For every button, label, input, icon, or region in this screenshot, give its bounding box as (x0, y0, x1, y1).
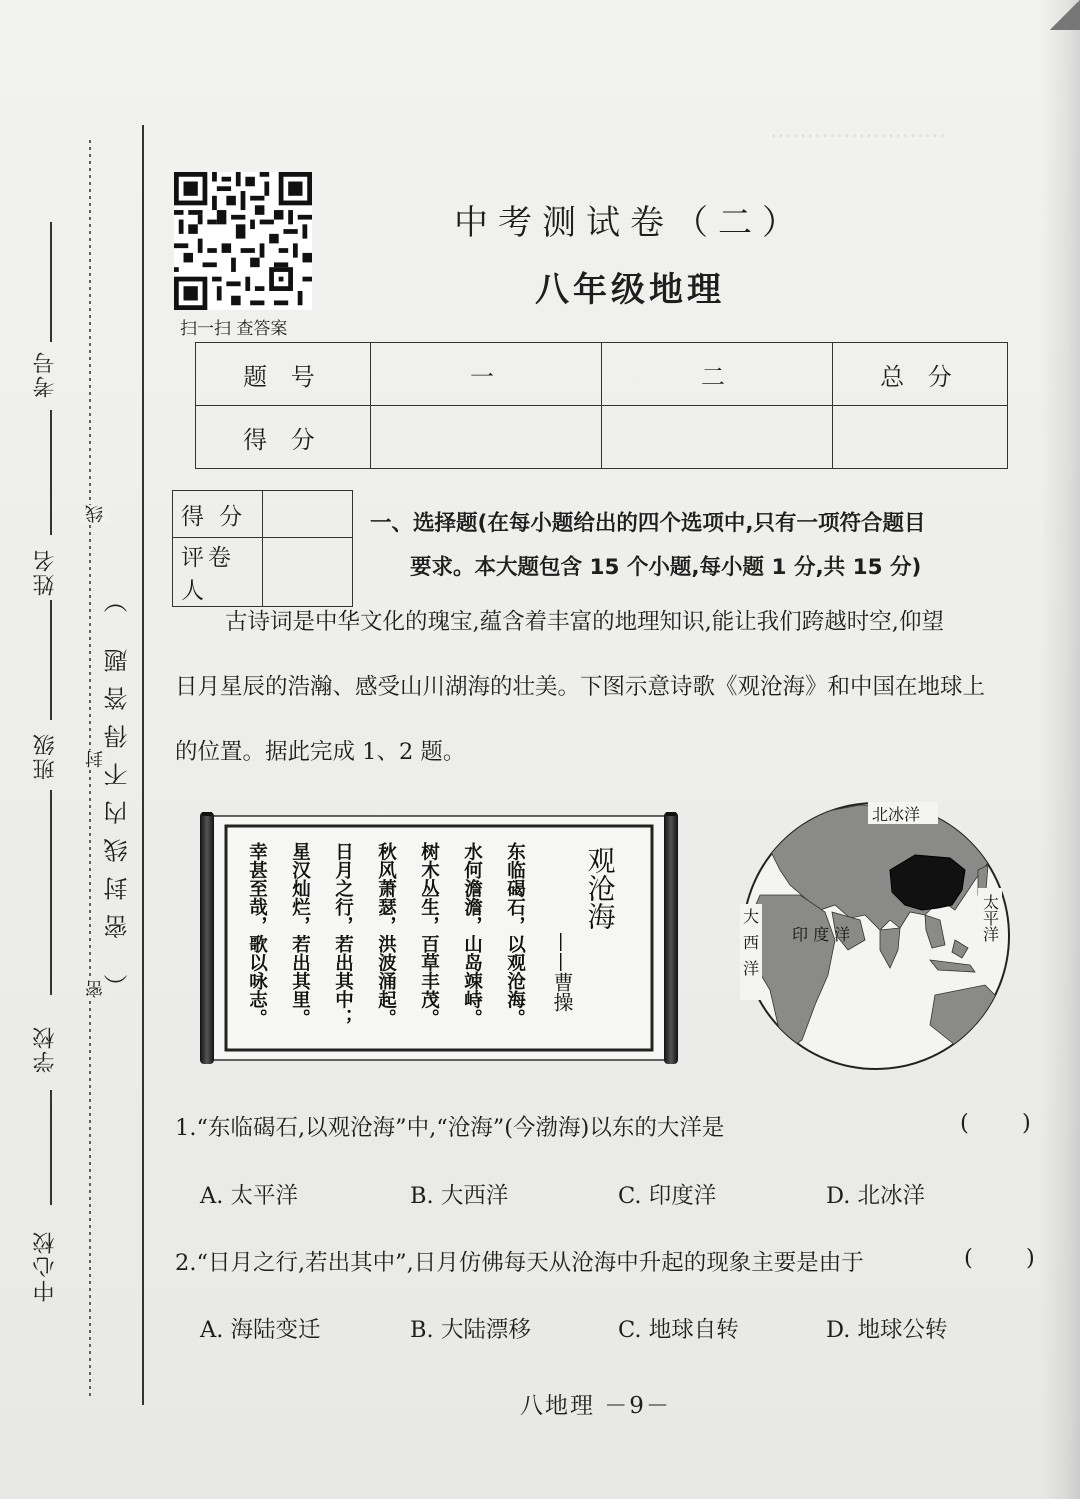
school-blank (50, 790, 52, 995)
seal-xian: 线 (83, 505, 109, 523)
score-table (195, 342, 1008, 469)
seal-mi: 密 (83, 980, 109, 998)
globe-indian-label: 印 度 洋 (792, 925, 851, 944)
score-cell-part2[interactable] (602, 406, 833, 469)
poem-line-4: 秋风萧瑟，洪波涌起。 (375, 842, 397, 1027)
section-heading-line2: 要求。本大题包含 15 个小题,每小题 1 分,共 15 分) (410, 555, 922, 580)
question-1-option-b[interactable]: B. 大西洋 (410, 1183, 509, 1209)
center-school-blank (50, 1090, 52, 1205)
question-2-option-a[interactable]: A. 海陆变迁 (200, 1317, 321, 1343)
score-table-header-row (196, 343, 1008, 406)
poem-line-1: 东临碣石，以观沧海。 (504, 842, 526, 1027)
question-1-option-c[interactable]: C. 印度洋 (618, 1183, 717, 1209)
name-label: 姓名 (33, 548, 58, 596)
question-2-answer-open[interactable]: ( (964, 1245, 973, 1271)
poem-line-6: 星汉灿烂，若出其里。 (289, 842, 311, 1027)
class-blank (50, 600, 52, 720)
score-col-question: 题 号 (196, 343, 371, 406)
center-school-label: 中心校 (33, 1230, 58, 1302)
question-1-answer-close: ) (1022, 1110, 1031, 1136)
poem-line-5: 日月之行，若出其中； (332, 842, 354, 1027)
section-heading (370, 502, 1010, 590)
score-row-label: 得 分 (196, 406, 371, 469)
page-corner (1050, 0, 1080, 30)
poem-author: ——曹操 (550, 932, 574, 1012)
question-2-option-d[interactable]: D. 地球公转 (826, 1317, 948, 1343)
score-col-part1: 一 (371, 343, 602, 406)
globe-map (740, 800, 1012, 1072)
name-blank (50, 410, 52, 535)
poem-scroll (200, 812, 678, 1064)
seal-feng: 封 (83, 750, 109, 768)
intro-line2: 日月星辰的浩瀚、感受山川湖海的壮美。下图示意诗歌《观沧海》和中国在地球上 (175, 674, 986, 700)
qr-caption: 扫一扫 查答案 (180, 319, 288, 339)
bleed-through: …………………… (770, 118, 946, 143)
globe-arctic-label: 北冰洋 (872, 805, 921, 824)
qr-code-icon[interactable] (174, 172, 312, 310)
poem-line-2: 水何澹澹，山岛竦峙。 (461, 842, 483, 1027)
score-table-score-row (196, 406, 1008, 469)
poem-title: 观沧海 (583, 846, 617, 930)
globe-pacific-label: 太平洋 (980, 894, 1000, 942)
score-col-total: 总 分 (833, 343, 1008, 406)
seal-note: （ 密封线内不得答题 ） (104, 575, 132, 999)
class-label: 班级 (33, 732, 58, 780)
question-1-option-a[interactable]: A. 太平洋 (200, 1183, 299, 1209)
question-2-option-c[interactable]: C. 地球自转 (618, 1317, 739, 1343)
poem-line-7: 幸甚至哉，歌以咏志。 (246, 842, 268, 1027)
grader-name-label: 评卷人 (173, 538, 263, 607)
exam-number-label: 考号 (33, 350, 58, 398)
score-cell-total[interactable] (833, 406, 1008, 469)
exam-number-blank (50, 222, 52, 342)
globe-atlantic-label: 大西洋 (740, 908, 760, 986)
intro-line3: 的位置。据此完成 1、2 题。 (175, 739, 466, 765)
question-2-stem: 2.“日月之行,若出其中”,日月仿佛每天从沧海中升起的现象主要是由于 (175, 1250, 864, 1276)
section-heading-line1: 一、选择题(在每小题给出的四个选项中,只有一项符合题目 (370, 511, 926, 536)
seal-dashed-line (85, 140, 95, 1400)
score-col-part2: 二 (602, 343, 833, 406)
question-1-option-d[interactable]: D. 北冰洋 (826, 1183, 926, 1209)
exam-subtitle: 八年级地理 (535, 270, 725, 310)
grader-score-cell[interactable] (263, 491, 353, 538)
school-label: 学校 (33, 1025, 58, 1073)
score-cell-part1[interactable] (371, 406, 602, 469)
binding-line (142, 125, 144, 1405)
question-1-answer-open[interactable]: ( (960, 1110, 969, 1136)
page-footer: 八地理 －9－ (520, 1393, 671, 1419)
page-edge-shadow (1040, 0, 1080, 1499)
question-2-answer-close: ) (1026, 1245, 1035, 1271)
exam-title: 中考测试卷（二） (454, 203, 806, 243)
intro-line1: 古诗词是中华文化的瑰宝,蕴含着丰富的地理知识,能让我们跨越时空,仰望 (225, 609, 944, 635)
grader-score-label: 得 分 (173, 491, 263, 538)
poem-line-3: 树木丛生，百草丰茂。 (418, 842, 440, 1027)
question-1-stem: 1.“东临碣石,以观沧海”中,“沧海”(今渤海)以东的大洋是 (175, 1115, 725, 1141)
question-2-option-b[interactable]: B. 大陆漂移 (410, 1317, 531, 1343)
